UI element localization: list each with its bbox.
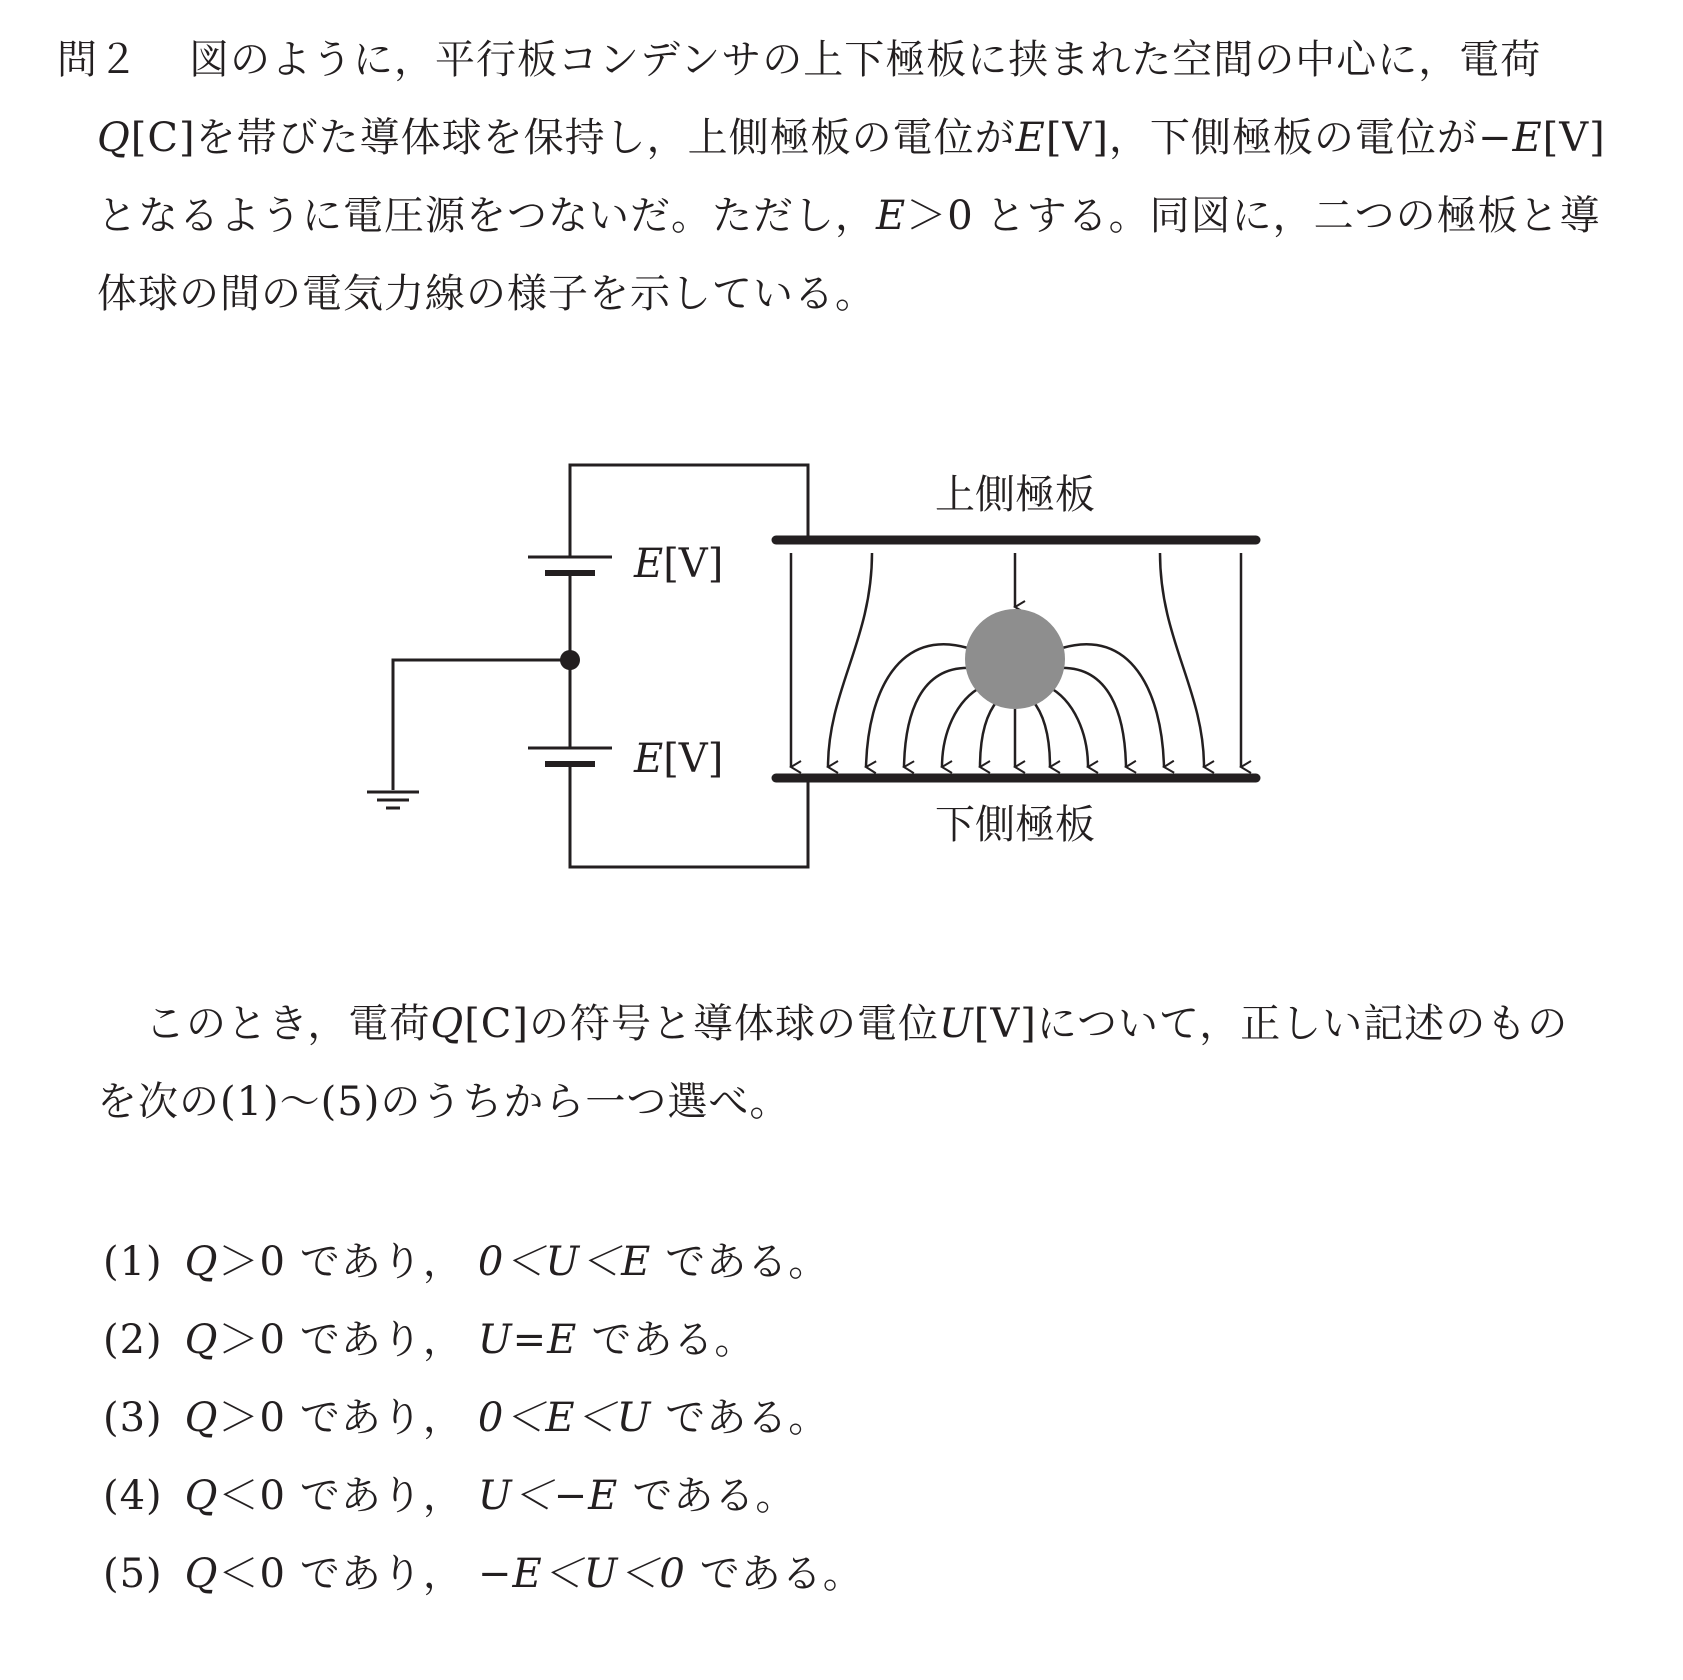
field-line xyxy=(980,700,998,767)
question-text-2a: を帯びた導体球を保持し，上側極板の電位が xyxy=(195,115,1016,161)
choice-item[interactable] xyxy=(103,1394,829,1442)
field-line xyxy=(866,644,968,767)
prompt-charge-unit: [C] xyxy=(464,1001,530,1047)
condition-symbol: E xyxy=(876,193,907,239)
choice-charge-relation: ＜0 xyxy=(218,1551,286,1597)
choice-number: (3) xyxy=(103,1395,163,1441)
question-text-1: 図のように，平行板コンデンサの上下極板に挟まれた空間の中心に，電荷 xyxy=(189,37,1542,83)
lower-potential-unit: [V] xyxy=(1542,115,1606,161)
junction-node xyxy=(560,650,580,670)
choice-number: (1) xyxy=(103,1239,163,1285)
choice-charge-symbol: Q xyxy=(184,1317,219,1363)
prompt-line-1 xyxy=(145,1000,1568,1048)
choice-tail: である。 xyxy=(699,1551,864,1597)
choice-item[interactable] xyxy=(103,1238,829,1286)
question-text-4: 体球の間の電気力線の様子を示している。 xyxy=(97,271,876,317)
choice-connector: であり， xyxy=(299,1395,464,1441)
choice-tail: である。 xyxy=(665,1395,830,1441)
question-text-3b: とする。同図に，二つの極板と導 xyxy=(985,193,1601,239)
prompt-text-1c: について，正しい記述のもの xyxy=(1036,1001,1569,1047)
charge-symbol: Q xyxy=(97,115,131,161)
choice-connector: であり， xyxy=(299,1551,464,1597)
field-line xyxy=(1058,668,1126,767)
field-line xyxy=(828,553,872,767)
choice-condition: U=E xyxy=(477,1317,578,1363)
field-line xyxy=(1047,686,1088,767)
field-line xyxy=(942,686,983,767)
question-text-3a: となるように電圧源をつないだ。ただし， xyxy=(97,193,876,239)
upper-source-label: E[V] xyxy=(634,541,724,587)
choice-item[interactable] xyxy=(103,1550,864,1598)
choice-charge-symbol: Q xyxy=(184,1239,219,1285)
choice-charge-relation: ＞0 xyxy=(218,1317,286,1363)
choice-tail: である。 xyxy=(591,1317,756,1363)
condition-rest: ＞0 xyxy=(906,193,974,239)
lower-source-label: E[V] xyxy=(634,736,724,782)
battery-upper xyxy=(528,557,612,573)
choice-tail: である。 xyxy=(632,1473,797,1519)
choice-number: (2) xyxy=(103,1317,163,1363)
prompt-line-2 xyxy=(97,1078,790,1126)
question-number: 問２ xyxy=(57,37,139,83)
choice-connector: であり， xyxy=(299,1473,464,1519)
question-text-2b: ，下側極板の電位が xyxy=(1108,115,1478,161)
prompt-charge-symbol: Q xyxy=(430,1001,465,1047)
choice-charge-symbol: Q xyxy=(184,1551,219,1597)
prompt-potential-unit: [V] xyxy=(973,1001,1037,1047)
choice-charge-relation: ＞0 xyxy=(218,1395,286,1441)
choice-condition: 0＜E＜U xyxy=(477,1395,652,1441)
field-line xyxy=(1062,644,1164,767)
battery-lower xyxy=(528,748,612,764)
choice-condition: 0＜U＜E xyxy=(477,1239,652,1285)
upper-plate-label: 上側極板 xyxy=(935,472,1095,518)
field-line xyxy=(1032,700,1050,767)
choice-number: (5) xyxy=(103,1551,163,1597)
choice-connector: であり， xyxy=(299,1317,464,1363)
choice-tail: である。 xyxy=(665,1239,830,1285)
lower-plate-label: 下側極板 xyxy=(935,802,1095,848)
choice-charge-relation: ＜0 xyxy=(218,1473,286,1519)
choice-item[interactable] xyxy=(103,1316,755,1364)
conductor-sphere xyxy=(965,609,1065,709)
choice-condition: U＜−E xyxy=(477,1473,619,1519)
ground-icon xyxy=(367,792,419,808)
field-line xyxy=(1160,553,1204,767)
choice-item[interactable] xyxy=(103,1472,796,1520)
choice-number: (4) xyxy=(103,1473,163,1519)
choice-connector: であり， xyxy=(299,1239,464,1285)
prompt-text-2: を次の(1)～(5)のうちから一つ選べ。 xyxy=(97,1079,791,1125)
choice-charge-relation: ＞0 xyxy=(218,1239,286,1285)
choice-condition: −E＜U＜0 xyxy=(477,1551,686,1597)
lower-potential-symbol: −E xyxy=(1477,115,1543,161)
upper-potential-symbol: E xyxy=(1015,115,1046,161)
prompt-text-1b: の符号と導体球の電位 xyxy=(529,1001,940,1047)
field-line xyxy=(904,668,972,767)
prompt-text-1a: このとき，電荷 xyxy=(145,1001,431,1047)
circuit-wires xyxy=(393,465,808,867)
choice-charge-symbol: Q xyxy=(184,1395,219,1441)
prompt-potential-symbol: U xyxy=(939,1001,974,1047)
upper-potential-unit: [V] xyxy=(1045,115,1109,161)
charge-unit: [C] xyxy=(130,115,196,161)
choice-charge-symbol: Q xyxy=(184,1473,219,1519)
